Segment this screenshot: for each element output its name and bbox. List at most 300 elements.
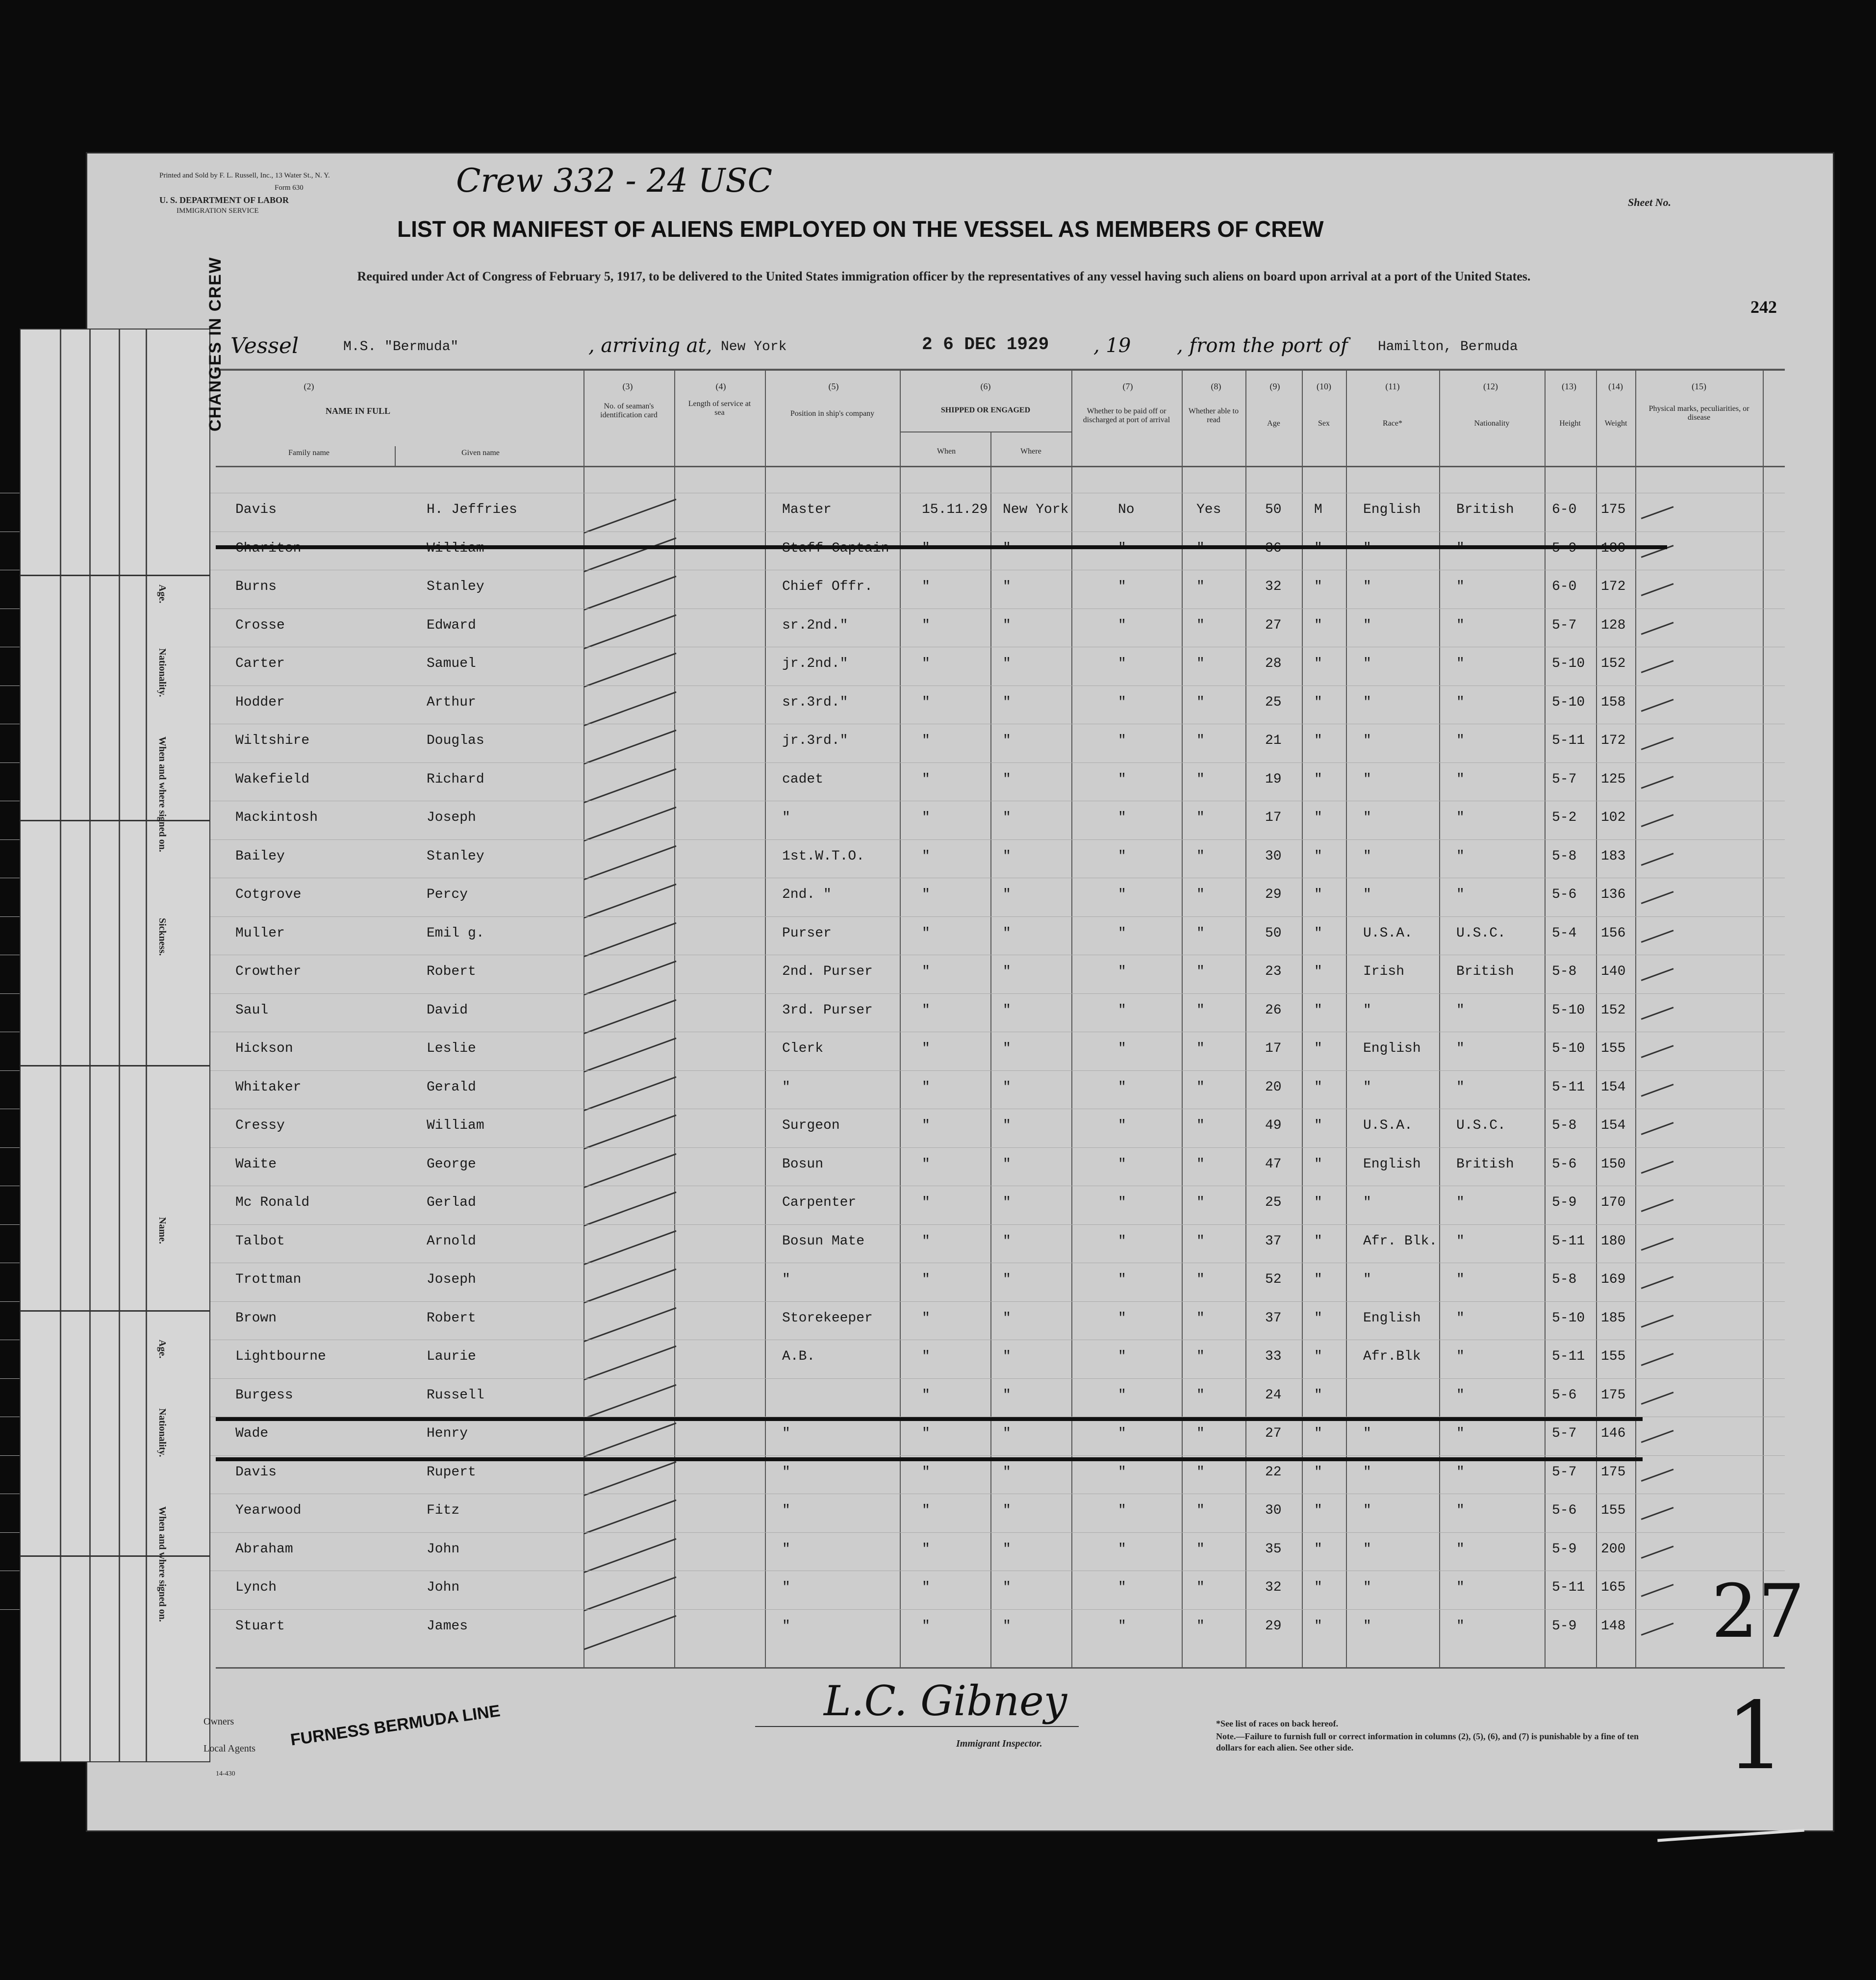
given-name-cell: William bbox=[427, 540, 484, 556]
shipped-when-cell: " bbox=[922, 1118, 930, 1133]
able-to-read-cell: " bbox=[1196, 887, 1205, 902]
paid-off-cell: " bbox=[1118, 617, 1126, 633]
able-to-read-cell: " bbox=[1196, 694, 1205, 710]
weight-cell: 140 bbox=[1601, 964, 1626, 979]
nationality-cell: " bbox=[1456, 848, 1465, 864]
sex-cell: " bbox=[1314, 733, 1322, 748]
nationality-cell: " bbox=[1456, 1310, 1465, 1326]
header-height: Height bbox=[1559, 419, 1581, 428]
header-race: Race* bbox=[1383, 419, 1402, 428]
given-name-cell: Emil g. bbox=[427, 925, 484, 941]
shipped-where-cell: " bbox=[1003, 964, 1011, 979]
id-card-check-mark bbox=[584, 576, 677, 610]
age-cell: 23 bbox=[1265, 964, 1282, 979]
table-row bbox=[0, 916, 1785, 954]
id-card-check-mark bbox=[584, 1384, 677, 1419]
note-text: Note.—Failure to furnish full or correct information in columns (2), (5), (6), and (7) is punishable by a fine of ten dollars for each alien. See other side. bbox=[1216, 1731, 1639, 1752]
shipped-where-cell: " bbox=[1003, 1041, 1011, 1056]
race-cell: " bbox=[1363, 1503, 1371, 1518]
shipped-where-cell: " bbox=[1003, 656, 1011, 671]
from-label: , from the port of bbox=[1177, 334, 1348, 357]
able-to-read-cell: " bbox=[1196, 1079, 1205, 1095]
age-cell: 28 bbox=[1265, 656, 1282, 671]
position-cell: " bbox=[782, 1272, 790, 1287]
page-subtitle: Required under Act of Congress of February 5, 1917, to be delivered to the United States immigration officer by the representatives of any vessel having such aliens on board upon arrival at a port of the United States. bbox=[357, 269, 1531, 283]
family-name-cell: Bailey bbox=[235, 848, 285, 864]
position-cell: 2nd. " bbox=[782, 887, 832, 902]
form-line: Form 630 bbox=[275, 184, 304, 192]
nationality-cell: British bbox=[1456, 502, 1514, 517]
header-position: Position in ship's company bbox=[790, 409, 875, 418]
family-name-cell: Crosse bbox=[235, 617, 285, 633]
shipped-when-cell: " bbox=[922, 1272, 930, 1287]
nationality-cell: U.S.C. bbox=[1456, 1118, 1506, 1133]
able-to-read-cell: " bbox=[1196, 1156, 1205, 1172]
weight-cell: 154 bbox=[1601, 1079, 1626, 1095]
shipped-where-cell: " bbox=[1003, 1503, 1011, 1518]
family-name-cell: Lightbourne bbox=[235, 1349, 326, 1364]
sex-cell: " bbox=[1314, 1195, 1322, 1210]
family-name-cell: Mackintosh bbox=[235, 810, 318, 825]
weight-cell: 175 bbox=[1601, 1387, 1626, 1403]
department-label: U. S. DEPARTMENT OF LABOR bbox=[159, 195, 289, 205]
paid-off-cell: " bbox=[1118, 1041, 1126, 1056]
sex-cell: " bbox=[1314, 694, 1322, 710]
family-name-cell: Davis bbox=[235, 1464, 277, 1480]
position-cell: Storekeeper bbox=[782, 1310, 873, 1326]
table-row bbox=[0, 1532, 1785, 1570]
able-to-read-cell: Yes bbox=[1196, 502, 1221, 517]
weight-cell: 128 bbox=[1601, 617, 1626, 633]
handwritten-reference: Crew 332 - 24 USC bbox=[456, 162, 773, 200]
paid-off-cell: " bbox=[1118, 656, 1126, 671]
strike-line-row-2 bbox=[216, 545, 1667, 549]
shipped-where-cell: " bbox=[1003, 733, 1011, 748]
nationality-cell: " bbox=[1456, 1041, 1465, 1056]
sex-cell: " bbox=[1314, 1541, 1322, 1557]
height-cell: 5-8 bbox=[1552, 964, 1577, 979]
age-cell: 50 bbox=[1265, 925, 1282, 941]
weight-cell: 165 bbox=[1601, 1580, 1626, 1595]
paid-off-cell: " bbox=[1118, 771, 1126, 787]
given-name-cell: Robert bbox=[427, 1310, 476, 1326]
shipped-when-cell: " bbox=[922, 1156, 930, 1172]
inspector-label: Immigrant Inspector. bbox=[956, 1738, 1042, 1749]
nationality-cell: " bbox=[1456, 1002, 1465, 1018]
age-cell: 30 bbox=[1265, 1503, 1282, 1518]
given-name-cell: Rupert bbox=[427, 1464, 476, 1480]
strip-label-name: Name. bbox=[157, 1217, 168, 1244]
height-cell: 5-11 bbox=[1552, 733, 1585, 748]
able-to-read-cell: " bbox=[1196, 848, 1205, 864]
nationality-cell: " bbox=[1456, 1580, 1465, 1595]
age-cell: 27 bbox=[1265, 617, 1282, 633]
height-cell: 5-6 bbox=[1552, 1387, 1577, 1403]
paid-off-cell: " bbox=[1118, 887, 1126, 902]
table-row bbox=[0, 1147, 1785, 1185]
physical-check-mark bbox=[1641, 776, 1674, 789]
given-name-cell: Stanley bbox=[427, 579, 484, 594]
sex-cell: " bbox=[1314, 1041, 1322, 1056]
height-cell: 5-10 bbox=[1552, 694, 1585, 710]
height-cell: 5-11 bbox=[1552, 1079, 1585, 1095]
family-name-cell: Saul bbox=[235, 1002, 269, 1018]
able-to-read-cell: " bbox=[1196, 1310, 1205, 1326]
paid-off-cell: " bbox=[1118, 1310, 1126, 1326]
physical-check-mark bbox=[1641, 622, 1674, 635]
sex-cell: M bbox=[1314, 502, 1322, 517]
sex-cell: " bbox=[1314, 540, 1322, 556]
header-able-read: Whether able to read bbox=[1188, 407, 1239, 425]
shipped-where-cell: " bbox=[1003, 1387, 1011, 1403]
shipped-where-cell: " bbox=[1003, 1002, 1011, 1018]
shipped-where-cell: " bbox=[1003, 925, 1011, 941]
family-name-cell: Wakefield bbox=[235, 771, 310, 787]
header-name-in-full: NAME IN FULL bbox=[325, 406, 390, 416]
height-cell: 5-11 bbox=[1552, 1233, 1585, 1249]
given-name-cell: Leslie bbox=[427, 1041, 476, 1056]
able-to-read-cell: " bbox=[1196, 1041, 1205, 1056]
age-cell: 17 bbox=[1265, 810, 1282, 825]
id-card-check-mark bbox=[584, 614, 677, 649]
vessel-label: Vessel bbox=[230, 333, 299, 358]
paid-off-cell: No bbox=[1118, 502, 1135, 517]
shipped-where-cell: " bbox=[1003, 540, 1011, 556]
sheet-no-label: Sheet No. bbox=[1628, 196, 1671, 208]
family-name-cell: Davis bbox=[235, 502, 277, 517]
table-row bbox=[0, 801, 1785, 838]
position-cell: " bbox=[782, 1464, 790, 1480]
id-card-check-mark bbox=[584, 1076, 677, 1111]
nationality-cell: " bbox=[1456, 1079, 1465, 1095]
race-cell: " bbox=[1363, 887, 1371, 902]
nationality-cell: " bbox=[1456, 1272, 1465, 1287]
id-card-check-mark bbox=[584, 1153, 677, 1188]
physical-check-mark bbox=[1641, 968, 1674, 981]
id-card-check-mark bbox=[584, 1461, 677, 1496]
nationality-cell: " bbox=[1456, 1233, 1465, 1249]
shipped-where-cell: " bbox=[1003, 848, 1011, 864]
id-card-check-mark bbox=[584, 807, 677, 841]
sex-cell: " bbox=[1314, 656, 1322, 671]
height-cell: 5-8 bbox=[1552, 1118, 1577, 1133]
race-cell: " bbox=[1363, 617, 1371, 633]
table-row bbox=[0, 1494, 1785, 1531]
paid-off-cell: " bbox=[1118, 1195, 1126, 1210]
race-cell: " bbox=[1363, 810, 1371, 825]
height-cell: 5-9 bbox=[1552, 1618, 1577, 1634]
id-card-check-mark bbox=[584, 499, 677, 533]
weight-cell: 172 bbox=[1601, 579, 1626, 594]
sex-cell: " bbox=[1314, 1349, 1322, 1364]
able-to-read-cell: " bbox=[1196, 1195, 1205, 1210]
family-name-cell: Wiltshire bbox=[235, 733, 310, 748]
height-cell: 5-10 bbox=[1552, 1310, 1585, 1326]
table-row bbox=[0, 1109, 1785, 1146]
shipped-when-cell: " bbox=[922, 771, 930, 787]
given-name-cell: Arthur bbox=[427, 694, 476, 710]
able-to-read-cell: " bbox=[1196, 1272, 1205, 1287]
table-row bbox=[0, 724, 1785, 762]
race-cell: " bbox=[1363, 1002, 1371, 1018]
id-card-check-mark bbox=[584, 961, 677, 995]
able-to-read-cell: " bbox=[1196, 540, 1205, 556]
physical-check-mark bbox=[1641, 737, 1674, 750]
shipped-when-cell: " bbox=[922, 733, 930, 748]
table-row bbox=[0, 762, 1785, 800]
changes-in-crew-title: CHANGES IN CREW bbox=[206, 256, 225, 432]
shipped-where-cell: " bbox=[1003, 1310, 1011, 1326]
id-card-check-mark bbox=[584, 884, 677, 918]
shipped-where-cell: " bbox=[1003, 1618, 1011, 1634]
shipped-when-cell: " bbox=[922, 1618, 930, 1634]
id-card-check-mark bbox=[584, 1115, 677, 1149]
strip-label-nationality: Nationality. bbox=[157, 648, 168, 697]
shipped-when-cell: " bbox=[922, 964, 930, 979]
sex-cell: " bbox=[1314, 848, 1322, 864]
nationality-cell: " bbox=[1456, 1387, 1465, 1403]
paid-off-cell: " bbox=[1118, 1503, 1126, 1518]
table-row bbox=[0, 993, 1785, 1031]
shipped-when-cell: " bbox=[922, 1349, 930, 1364]
shipped-where-cell: " bbox=[1003, 1426, 1011, 1441]
date-stamp: 2 6 DEC 1929 bbox=[922, 334, 1049, 355]
weight-cell: 180 bbox=[1601, 1233, 1626, 1249]
position-cell: Bosun Mate bbox=[782, 1233, 865, 1249]
sex-cell: " bbox=[1314, 1310, 1322, 1326]
weight-cell: 200 bbox=[1601, 1541, 1626, 1557]
weight-cell: 170 bbox=[1601, 1195, 1626, 1210]
age-cell: 24 bbox=[1265, 1387, 1282, 1403]
weight-cell: 175 bbox=[1601, 1464, 1626, 1480]
form-number: 14-430 bbox=[216, 1770, 235, 1777]
handwritten-page-mark: 1 bbox=[1726, 1682, 1785, 1790]
shipped-when-cell: " bbox=[922, 1387, 930, 1403]
family-name-cell: Carter bbox=[235, 656, 285, 671]
shipped-when-cell: " bbox=[922, 617, 930, 633]
weight-cell: 102 bbox=[1601, 810, 1626, 825]
table-row bbox=[0, 1301, 1785, 1339]
position-cell: Bosun bbox=[782, 1156, 824, 1172]
race-cell: " bbox=[1363, 656, 1371, 671]
able-to-read-cell: " bbox=[1196, 1618, 1205, 1634]
physical-check-mark bbox=[1641, 1353, 1674, 1366]
family-name-cell: Abraham bbox=[235, 1541, 293, 1557]
table-row bbox=[0, 1186, 1785, 1223]
given-name-cell: Henry bbox=[427, 1426, 468, 1441]
given-name-cell: Richard bbox=[427, 771, 484, 787]
able-to-read-cell: " bbox=[1196, 964, 1205, 979]
header-shipped: SHIPPED OR ENGAGED bbox=[940, 406, 1031, 414]
race-cell: English bbox=[1363, 502, 1421, 517]
race-cell: Afr.Blk bbox=[1363, 1349, 1421, 1364]
physical-check-mark bbox=[1641, 1084, 1674, 1097]
table-row bbox=[0, 532, 1785, 569]
family-name-cell: Cressy bbox=[235, 1118, 285, 1133]
position-cell: sr.3rd." bbox=[782, 694, 848, 710]
family-name-cell: Waite bbox=[235, 1156, 277, 1172]
id-card-check-mark bbox=[584, 691, 677, 726]
paid-off-cell: " bbox=[1118, 1387, 1126, 1403]
race-cell: " bbox=[1363, 1618, 1371, 1634]
height-cell: 6-0 bbox=[1552, 502, 1577, 517]
height-cell: 5-11 bbox=[1552, 1349, 1585, 1364]
shipped-when-cell: " bbox=[922, 887, 930, 902]
table-row bbox=[0, 1609, 1785, 1647]
position-cell: Surgeon bbox=[782, 1118, 840, 1133]
physical-check-mark bbox=[1641, 1122, 1674, 1135]
nationality-cell: " bbox=[1456, 1426, 1465, 1441]
sex-cell: " bbox=[1314, 1387, 1322, 1403]
id-card-check-mark bbox=[584, 922, 677, 957]
id-card-check-mark bbox=[584, 1269, 677, 1303]
given-name-cell: Samuel bbox=[427, 656, 476, 671]
shipped-where-cell: " bbox=[1003, 1156, 1011, 1172]
position-cell: Chief Offr. bbox=[782, 579, 873, 594]
shipped-when-cell: " bbox=[922, 1503, 930, 1518]
id-card-check-mark bbox=[584, 653, 677, 687]
weight-cell: 158 bbox=[1601, 694, 1626, 710]
position-cell: Master bbox=[782, 502, 832, 517]
strip-label-signed-on-2: When and where signed on. bbox=[157, 1506, 168, 1622]
position-cell: A.B. bbox=[782, 1349, 815, 1364]
paid-off-cell: " bbox=[1118, 1118, 1126, 1133]
paid-off-cell: " bbox=[1118, 1426, 1126, 1441]
age-cell: 25 bbox=[1265, 694, 1282, 710]
table-row bbox=[0, 1340, 1785, 1377]
able-to-read-cell: " bbox=[1196, 656, 1205, 671]
age-cell: 36 bbox=[1265, 540, 1282, 556]
race-cell: " bbox=[1363, 1079, 1371, 1095]
sex-cell: " bbox=[1314, 887, 1322, 902]
printer-line: Printed and Sold by F. L. Russell, Inc., 13 Water St., N. Y. bbox=[159, 172, 330, 179]
race-cell: " bbox=[1363, 733, 1371, 748]
given-name-cell: James bbox=[427, 1618, 468, 1634]
strip-label-age: Age. bbox=[157, 584, 168, 604]
given-name-cell: George bbox=[427, 1156, 476, 1172]
height-cell: 5-7 bbox=[1552, 771, 1577, 787]
sex-cell: " bbox=[1314, 1464, 1322, 1480]
agent-stamp: FURNESS BERMUDA LINE bbox=[289, 1701, 502, 1750]
race-cell: " bbox=[1363, 1195, 1371, 1210]
shipped-where-cell: " bbox=[1003, 1349, 1011, 1364]
age-cell: 37 bbox=[1265, 1233, 1282, 1249]
race-cell: " bbox=[1363, 1580, 1371, 1595]
page-title: LIST OR MANIFEST OF ALIENS EMPLOYED ON THE VESSEL AS MEMBERS OF CREW bbox=[397, 216, 1324, 242]
sex-cell: " bbox=[1314, 810, 1322, 825]
physical-check-mark bbox=[1641, 1238, 1674, 1251]
race-cell: " bbox=[1363, 540, 1371, 556]
nationality-cell: " bbox=[1456, 771, 1465, 787]
header-length-service: Length of service at sea bbox=[688, 400, 751, 417]
table-row bbox=[0, 570, 1785, 608]
table-row bbox=[0, 493, 1785, 531]
paid-off-cell: " bbox=[1118, 1541, 1126, 1557]
paid-off-cell: " bbox=[1118, 1618, 1126, 1634]
physical-check-mark bbox=[1641, 814, 1674, 827]
nationality-cell: " bbox=[1456, 1541, 1465, 1557]
physical-check-mark bbox=[1641, 1469, 1674, 1482]
nationality-cell: " bbox=[1456, 1349, 1465, 1364]
age-cell: 32 bbox=[1265, 1580, 1282, 1595]
physical-check-mark bbox=[1641, 891, 1674, 904]
race-cell: English bbox=[1363, 1156, 1421, 1172]
age-cell: 17 bbox=[1265, 1041, 1282, 1056]
id-card-check-mark bbox=[584, 1038, 677, 1072]
family-name-cell: Talbot bbox=[235, 1233, 285, 1249]
sex-cell: " bbox=[1314, 1618, 1322, 1634]
able-to-read-cell: " bbox=[1196, 579, 1205, 594]
header-physical-marks: Physical marks, peculiarities, or disease bbox=[1648, 405, 1749, 422]
shipped-where-cell: " bbox=[1003, 579, 1011, 594]
given-name-cell: Fitz bbox=[427, 1503, 460, 1518]
able-to-read-cell: " bbox=[1196, 1387, 1205, 1403]
paid-off-cell: " bbox=[1118, 848, 1126, 864]
age-cell: 50 bbox=[1265, 502, 1282, 517]
weight-cell: 156 bbox=[1601, 925, 1626, 941]
age-cell: 35 bbox=[1265, 1541, 1282, 1557]
height-cell: 5-9 bbox=[1552, 1541, 1577, 1557]
id-card-check-mark bbox=[584, 537, 677, 572]
table-row bbox=[0, 955, 1785, 992]
shipped-when-cell: " bbox=[922, 1002, 930, 1018]
family-name-cell: Mc Ronald bbox=[235, 1195, 310, 1210]
height-cell: 5-8 bbox=[1552, 1272, 1577, 1287]
header-family-name: Family name bbox=[288, 449, 330, 457]
weight-cell: 155 bbox=[1601, 1349, 1626, 1364]
paid-off-cell: " bbox=[1118, 925, 1126, 941]
able-to-read-cell: " bbox=[1196, 1118, 1205, 1133]
arriving-port: New York bbox=[721, 339, 787, 355]
shipped-where-cell: " bbox=[1003, 1118, 1011, 1133]
height-cell: 6-0 bbox=[1552, 579, 1577, 594]
race-cell: U.S.A. bbox=[1363, 1118, 1413, 1133]
shipped-when-cell: " bbox=[922, 694, 930, 710]
shipped-where-cell: " bbox=[1003, 617, 1011, 633]
shipped-when-cell: " bbox=[922, 1541, 930, 1557]
position-cell: jr.2nd." bbox=[782, 656, 848, 671]
table-row bbox=[0, 1070, 1785, 1108]
id-card-check-mark bbox=[584, 1538, 677, 1573]
age-cell: 30 bbox=[1265, 848, 1282, 864]
weight-cell: 152 bbox=[1601, 656, 1626, 671]
sex-cell: " bbox=[1314, 1079, 1322, 1095]
position-cell: Staff Captain bbox=[782, 540, 889, 556]
given-name-cell: Edward bbox=[427, 617, 476, 633]
race-cell: " bbox=[1363, 1541, 1371, 1557]
table-row bbox=[0, 1571, 1785, 1608]
able-to-read-cell: " bbox=[1196, 810, 1205, 825]
shipped-when-cell: " bbox=[922, 1426, 930, 1441]
id-card-check-mark bbox=[584, 1192, 677, 1226]
position-cell: " bbox=[782, 810, 790, 825]
sex-cell: " bbox=[1314, 771, 1322, 787]
physical-check-mark bbox=[1641, 1584, 1674, 1597]
strip-label-signed-on: When and where signed on. bbox=[157, 736, 168, 852]
age-cell: 20 bbox=[1265, 1079, 1282, 1095]
family-name-cell: Stuart bbox=[235, 1618, 285, 1634]
id-card-check-mark bbox=[584, 1230, 677, 1265]
nationality-cell: British bbox=[1456, 1156, 1514, 1172]
note-races: *See list of races on back hereof. bbox=[1216, 1719, 1339, 1728]
family-name-cell: Burgess bbox=[235, 1387, 293, 1403]
age-cell: 29 bbox=[1265, 1618, 1282, 1634]
table-row bbox=[0, 1417, 1785, 1454]
shipped-where-cell: " bbox=[1003, 887, 1011, 902]
able-to-read-cell: " bbox=[1196, 1426, 1205, 1441]
paid-off-cell: " bbox=[1118, 1079, 1126, 1095]
shipped-when-cell: " bbox=[922, 810, 930, 825]
